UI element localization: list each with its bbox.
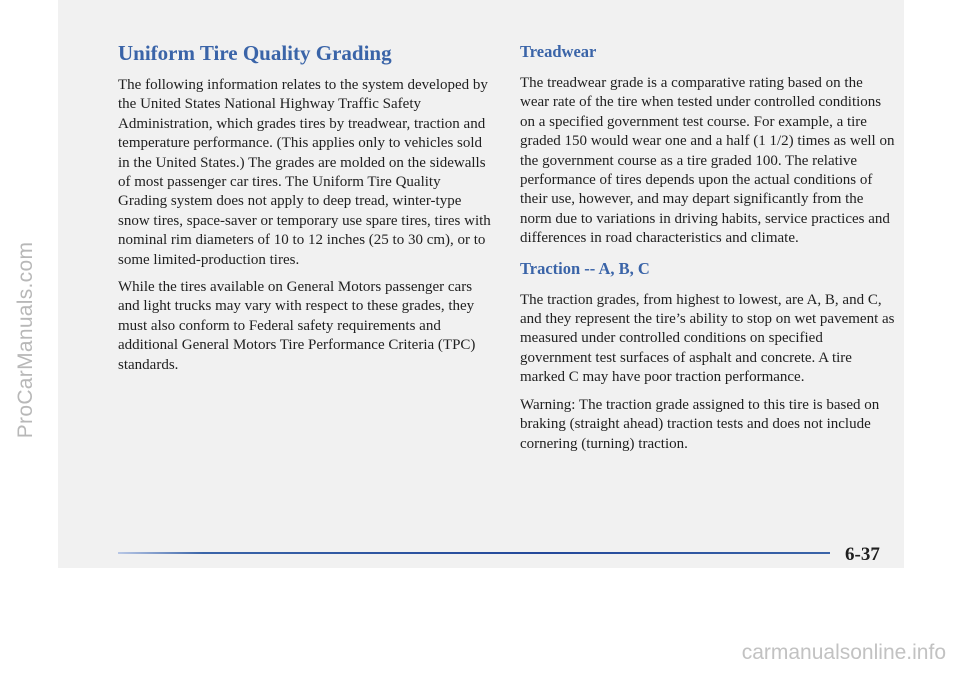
gm-standards-paragraph: While the tires available on General Motors passenger cars and light trucks may vary with respect to these grades, they must also conform to Federal safety requirements and additional General Motors Tire Performance Criteria (TPC) standards. [118, 279, 476, 373]
treadwear-paragraph: The treadwear grade is a comparative rating based on the wear rate of the tire when tested under controlled conditions on a specified government test course. For example, a tire graded 150 would wear one and a half (1 1/2) times as well on the government course as a tire graded 100. The relative performance of tires depends upon the actual conditions of their use, however, and may depart significantly from the norm due to variations in driving habits, service practices and differences in road characteristics and climate. [520, 75, 895, 247]
traction-paragraph: The traction grades, from highest to lowest, are A, B, and C, and they represent the tire’s ability to stop on wet pavement as measured under controlled conditions on specified government test surfaces of asphalt and concrete. A tire marked C may have poor traction performance. [520, 291, 895, 386]
right-column [520, 40, 895, 462]
side-watermark-text: ProCarManuals.com [14, 241, 37, 439]
section-title: Uniform Tire Quality Grading [118, 41, 392, 65]
page-number: 6-37 [845, 544, 880, 565]
traction-heading: Traction -- A, B, C [520, 258, 650, 278]
footer-watermark: carmanualsonline.info [741, 641, 946, 664]
footer-rule [118, 552, 830, 554]
left-column [118, 40, 493, 383]
intro-paragraph: The following information relates to the system developed by the United States National Highway Traffic Safety Administration, which grades tires by treadwear, traction and temperature performance. (This applies only to vehicles sold in the United States.) The grades are molded on the sidewalls of most passenger car tires. The Uniform Tire Quality Grading system does not apply to deep tread, winter-type snow tires, space-saver or temporary use spare tires, tires with nominal rim diameters of 10 to 12 inches (25 to 30 cm), or to some limited-production tires. [118, 77, 491, 268]
side-watermark [12, 120, 40, 560]
warning-paragraph: Warning: The traction grade assigned to this tire is based on braking (straight ahead) traction tests and does not include cornering (turning) traction. [520, 396, 880, 452]
treadwear-heading: Treadwear [520, 42, 597, 61]
